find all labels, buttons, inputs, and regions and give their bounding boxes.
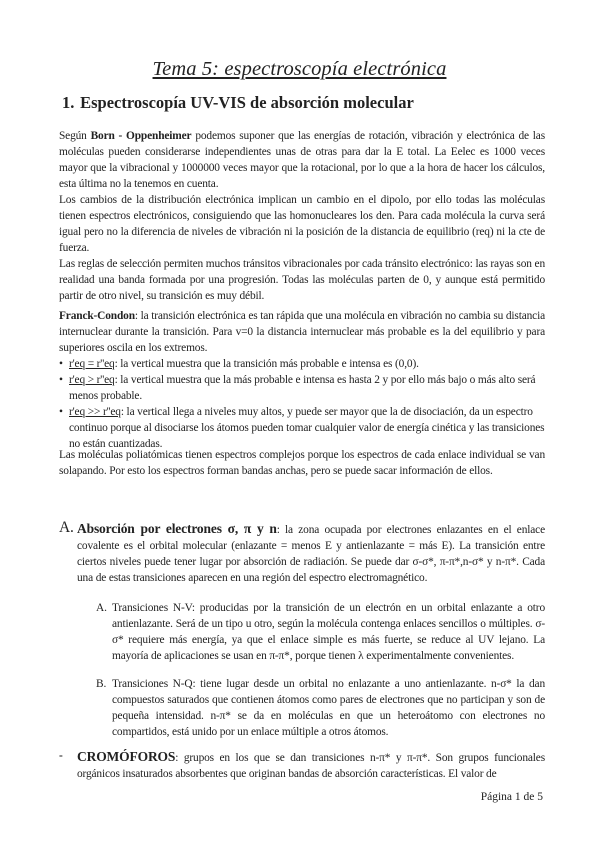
cromoforos-heading: CROMÓFOROS bbox=[77, 749, 176, 764]
franck-term: Franck-Condon bbox=[59, 310, 135, 322]
subsection-label: A. bbox=[96, 602, 107, 614]
cromoforos-paragraph: - CROMÓFOROS: grupos en los que se dan transiciones n-π* y π-π*. Son grupos funcionales orgánicos insaturados absorbentes que originan bandas de absorción características. El valor de bbox=[59, 749, 545, 780]
page-title: Tema 5: espectroscopía electrónica bbox=[152, 58, 447, 80]
bullet-icon: • bbox=[59, 406, 63, 418]
born-paragraph-3: Las reglas de selección permiten muchos tránsitos vibracionales por cada tránsito electrónico: las rayas son en realidad una banda formada por una progresión. Todas las moléculas parten de 0, y aunque está permitido partir de otro nivel, su transición es muy débil. bbox=[59, 258, 545, 302]
section-a-label: A. bbox=[59, 519, 74, 536]
born-oppenheimer-paragraph bbox=[59, 128, 545, 304]
section-a-heading: Absorción por electrones σ, π y n bbox=[77, 521, 277, 536]
franck-condon-paragraph: Franck-Condon: la transición electrónica es tan rápida que una molécula en vibración no cambia su distancia internuclear durante la transición. Para v=0 la distancia internuclear más probable es la del equilibrio y para superiores oscila en los extremos. bbox=[59, 310, 545, 354]
subsection-b: B. Transiciones N-Q: tiene lugar desde un orbital no enlazante a uno antienlazante. n-σ* la dan compuestos saturados que contienen átomos como pares de electrones que no participan y son de pequeña intensidad. n-π* se da en moléculas en que un heteroátomo con electrones no compartidos, está unido por un enlace múltiple a otros átomos. bbox=[96, 678, 545, 738]
born-paragraph-2: Los cambios de la distribución electrónica implican un cambio en el dipolo, por ello todas las moléculas tienen espectros electrónicos, consiguiendo que las homonucleares los den. Para cada molécula la curva será igual pero no la diferencia de niveles de vibración ni la posición de la distancia de equilibrio (req) ni la cte de fuerza. bbox=[59, 194, 545, 254]
subsection-label: B. bbox=[96, 678, 107, 690]
dash-marker: - bbox=[59, 750, 63, 762]
section-title: Espectroscopía UV-VIS de absorción molecular bbox=[80, 93, 414, 112]
bullet-icon: • bbox=[59, 374, 63, 386]
page-footer: Página 1 de 5 bbox=[480, 791, 543, 803]
born-paragraph-1: Según Born - Oppenheimer podemos suponer que las energías de rotación, vibración y electrónica de las moléculas pueden considerarse independientes unas de otras para dar la E total. La Eelec es 1000 veces mayor que la vibracional y 1000000 veces mayor que la rotacional, por lo que a la hora de hacer los cálculos, esta última no la tenemos en cuenta. bbox=[59, 130, 545, 190]
subsection-a: A. Transiciones N-V: producidas por la transición de un electrón en un orbital enlazante a otro antienlazante. Será de un tipo u otro, según la molécula contenga enlaces sencillos o múltiples. σ-σ* requiere más energía, ya que el enlace simple es más fuerte, se reduce al UV lejano. La mayoría de aplicaciones se usan en π-π*, porque tienen λ experimentalmente convenientes. bbox=[96, 602, 545, 662]
bullet-icon: • bbox=[59, 358, 63, 370]
born-term: Born - Oppenheimer bbox=[90, 130, 192, 142]
list-item: • r'eq = r''eq: la vertical muestra que la transición más probable e intensa es (0,0). bbox=[59, 358, 419, 370]
section-heading bbox=[62, 93, 414, 113]
section-a: A. Absorción por electrones σ, π y n: la zona ocupada por electrones enlazantes en el enlace covalente es el orbital molecular (enlazante = menos E y antienlazante = más E). La transición entre ciertos niveles puede tener lugar por absorción de radiación. Se puede dar σ-σ*, π-π*,n-σ* y n-π*. Cada una de estas transiciones aparecen en una región del espectro electromagnético. bbox=[59, 519, 545, 584]
franck-bullet-list bbox=[59, 356, 545, 452]
section-number: 1. bbox=[62, 93, 75, 112]
list-item: • r'eq > r''eq: la vertical muestra que la más probable e intensa es hasta 2 y por ello más bajo o más alto será menos probable. bbox=[59, 374, 536, 402]
list-item: • r'eq >> r''eq: la vertical llega a niveles muy altos, y puede ser mayor que la de disociación, da un espectro continuo porque al disociarse los átomos pueden tomar cualquier valor de energía cinética y las transiciones no están cuantizadas. bbox=[59, 406, 545, 450]
polyatomic-paragraph: Las moléculas poliatómicas tienen espectros complejos porque los espectros de cada enlace individual se van solapando. Por esto los espectros forman bandas anchas, pero se puede sacar información de ellos. bbox=[59, 449, 545, 477]
